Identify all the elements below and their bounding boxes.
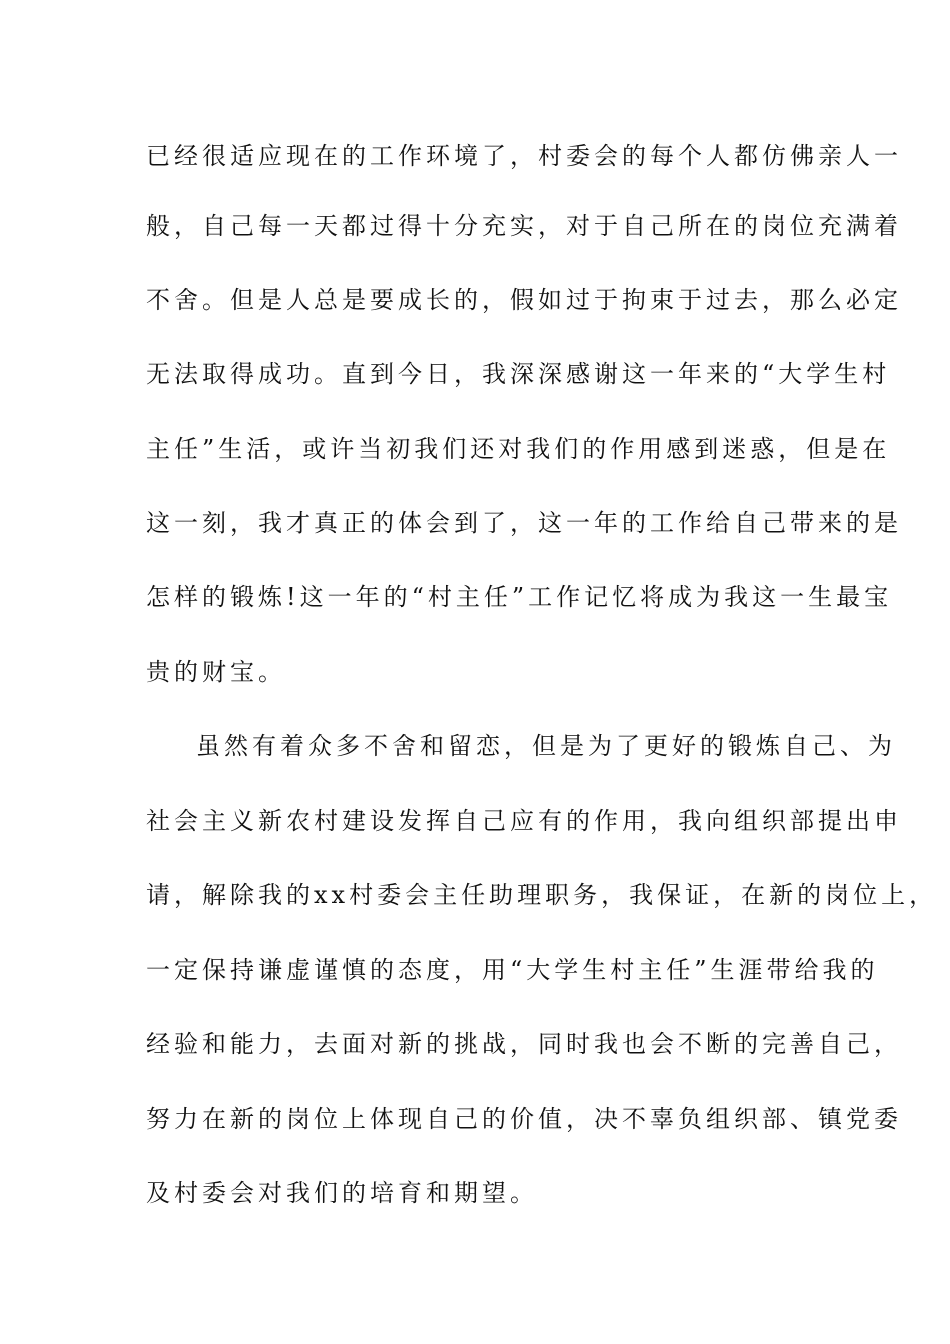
paragraph-2-line-7: 及村委会对我们的培育和期望。	[146, 1179, 538, 1207]
paragraph-1-line-4: 无法取得成功。直到今日，我深深感谢这一年来的“大学生村	[146, 360, 891, 388]
paragraph-1-line-5: 主任”生活，或许当初我们还对我们的作用感到迷惑，但是在	[146, 435, 891, 463]
paragraph-2-line-6: 努力在新的岗位上体现自己的价值，决不辜负组织部、镇党委	[146, 1105, 902, 1133]
paragraph-1-line-8: 贵的财宝。	[146, 658, 286, 686]
paragraph-2-line-2: 社会主义新农村建设发挥自己应有的作用，我向组织部提出申	[146, 807, 902, 835]
paragraph-1-line-1: 已经很适应现在的工作环境了，村委会的每个人都仿佛亲人一	[146, 142, 902, 170]
paragraph-2-line-1: 虽然有着众多不舍和留恋，但是为了更好的锻炼自己、为	[196, 732, 896, 760]
paragraph-2-line-5: 经验和能力，去面对新的挑战，同时我也会不断的完善自己，	[146, 1030, 902, 1058]
paragraph-2-line-3: 请，解除我的xx村委会主任助理职务，我保证，在新的岗位上，	[146, 881, 938, 909]
paragraph-2-line-4: 一定保持谦虚谨慎的态度，用“大学生村主任”生涯带给我的	[146, 956, 879, 984]
paragraph-1-line-2: 般，自己每一天都过得十分充实，对于自己所在的岗位充满着	[146, 212, 902, 240]
paragraph-1-line-6: 这一刻，我才真正的体会到了，这一年的工作给自己带来的是	[146, 509, 902, 537]
paragraph-1-line-3: 不舍。但是人总是要成长的，假如过于拘束于过去，那么必定	[146, 286, 902, 314]
paragraph-1-line-7: 怎样的锻炼!这一年的“村主任”工作记忆将成为我这一生最宝	[146, 583, 893, 611]
